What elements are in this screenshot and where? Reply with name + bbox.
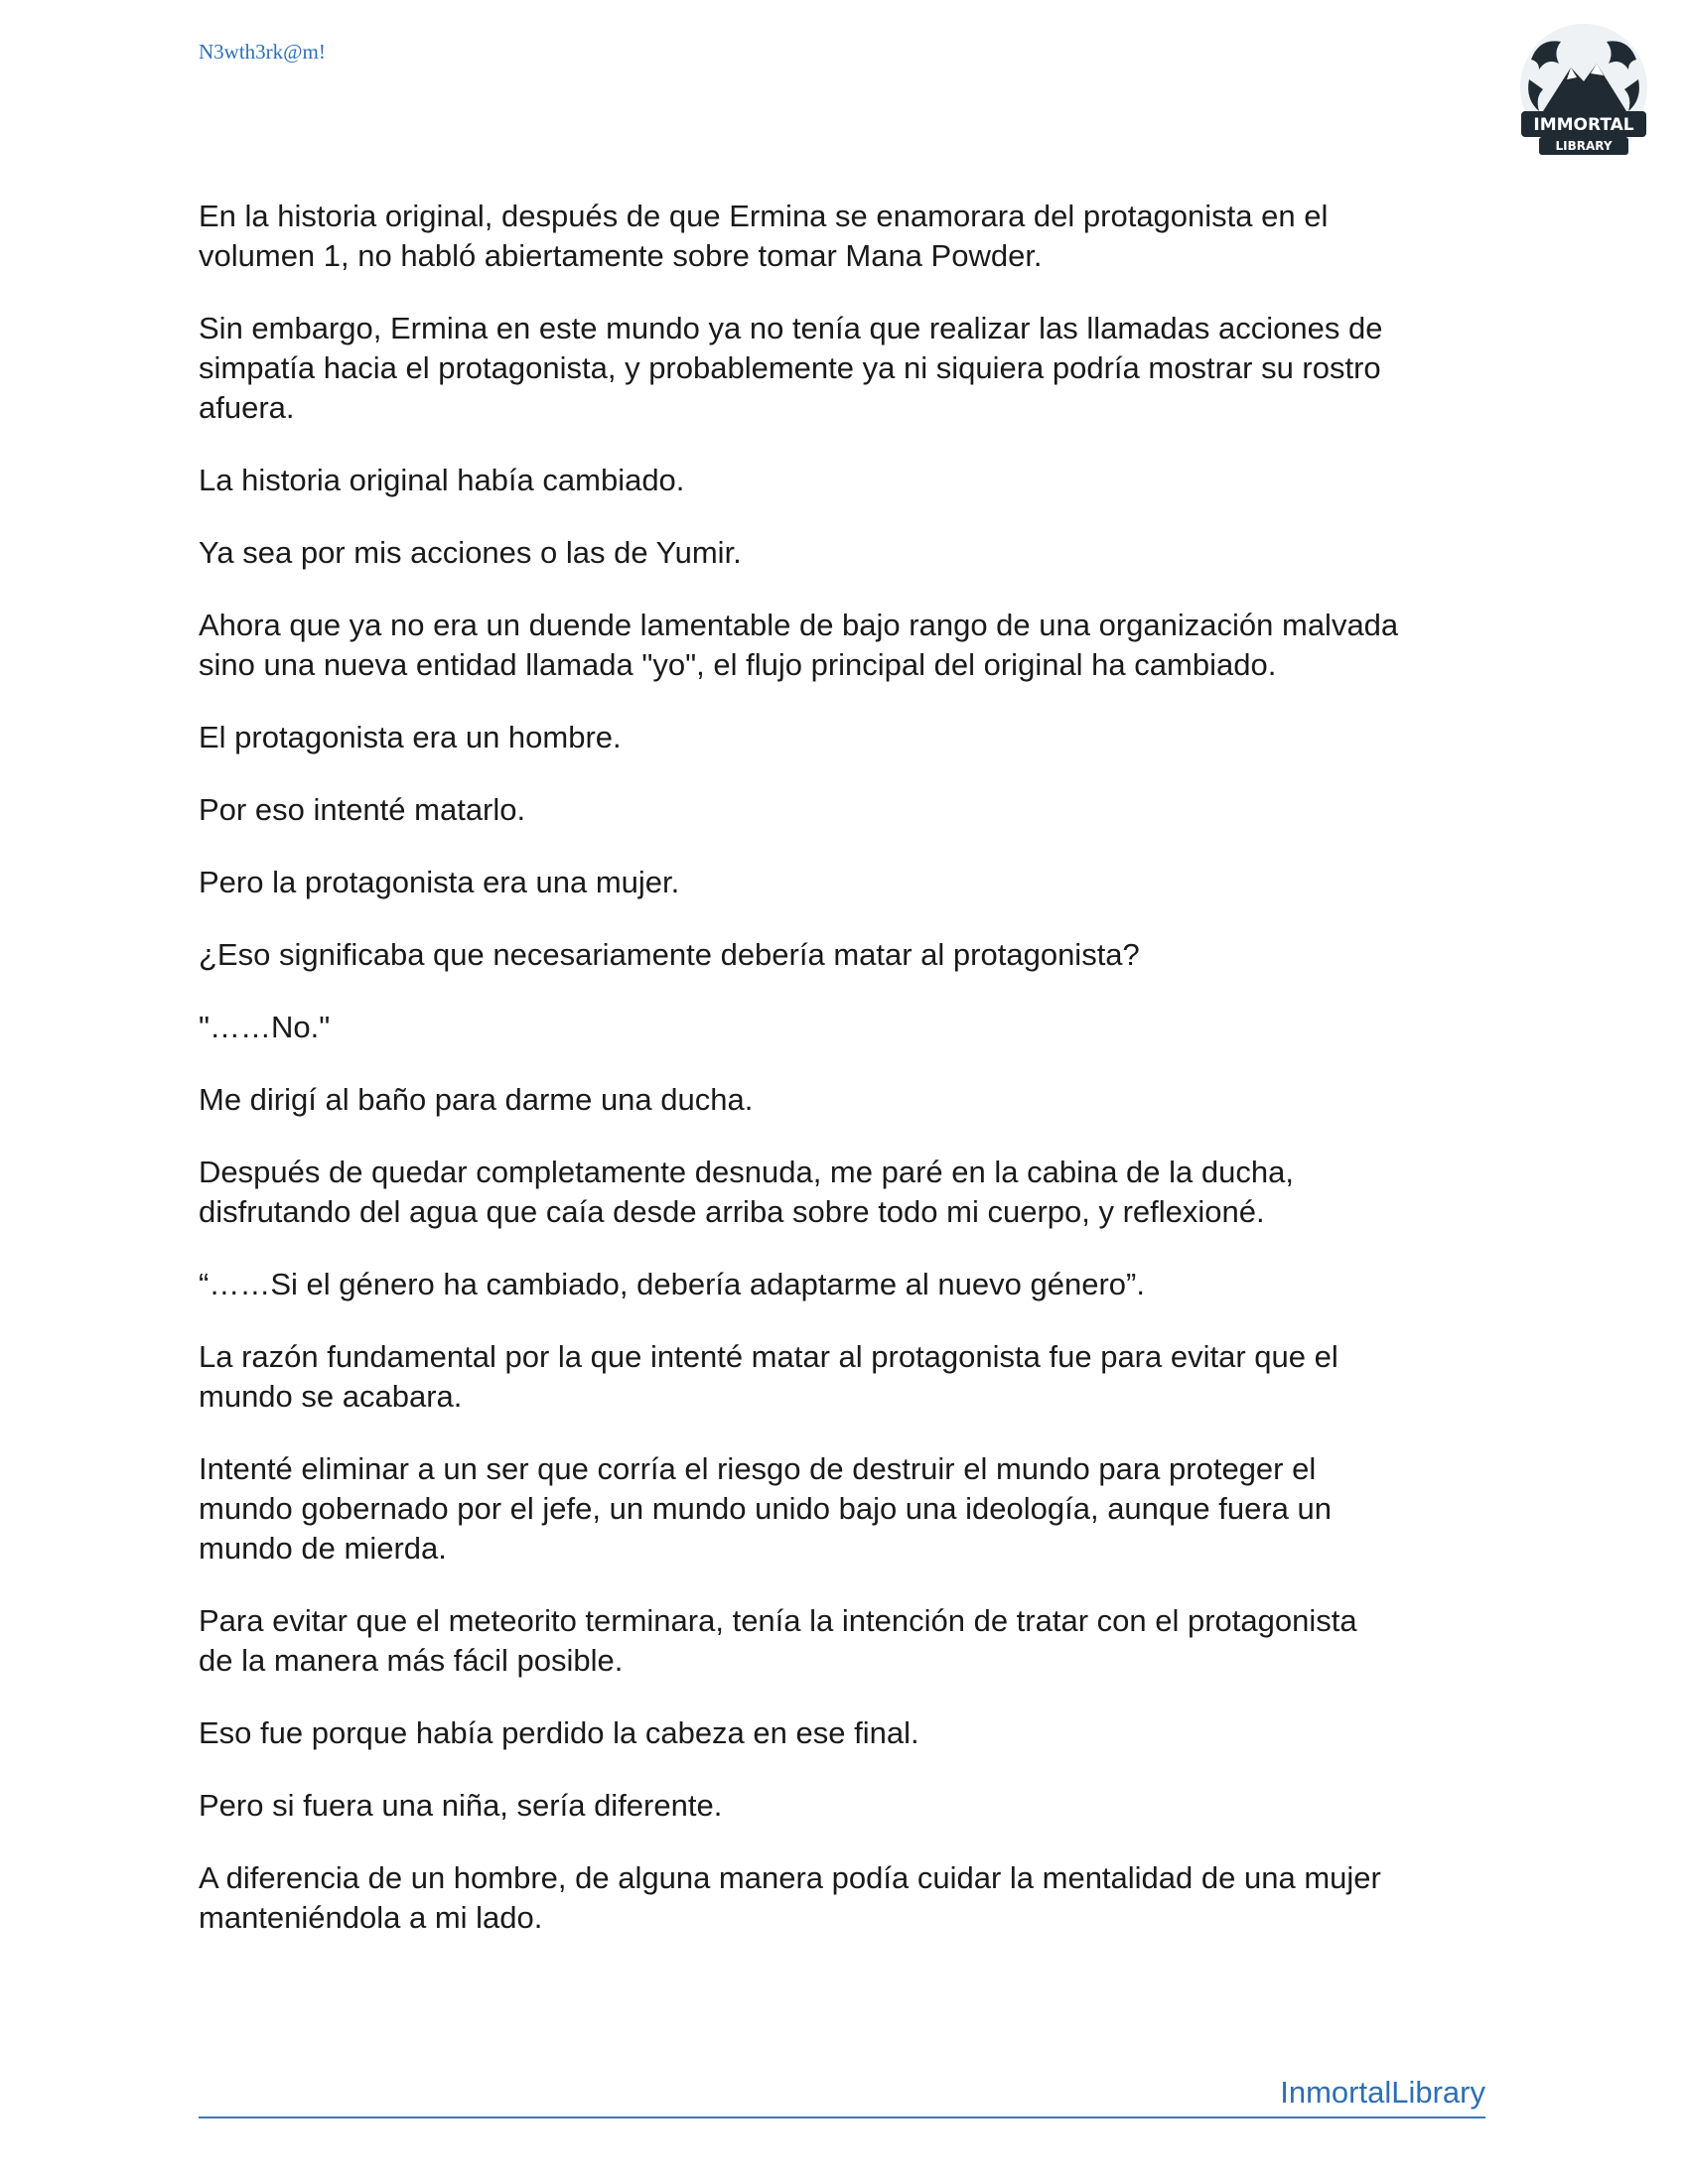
logo-line1: IMMORTAL — [1533, 115, 1634, 135]
paragraph: La historia original había cambiado. — [199, 463, 685, 497]
paragraph: “……Si el género ha cambiado, debería adaptarme al nuevo género”. — [199, 1267, 1145, 1301]
paragraph: En la historia original, después de que Ermina se enamorara del protagonista en el volumen 1, no habló abiertamente sobre tomar Mana Powder. — [199, 199, 1329, 273]
paragraph: El protagonista era un hombre. — [199, 720, 622, 754]
footer-rule — [199, 2075, 1485, 2118]
paragraph: Ahora que ya no era un duende lamentable de bajo rango de una organización malvada sino una nueva entidad llamada "yo", el flujo principal del original ha cambiado. — [199, 608, 1399, 682]
paragraph: Ya sea por mis acciones o las de Yumir. — [199, 535, 742, 570]
paragraph: Intenté eliminar a un ser que corría el riesgo de destruir el mundo para proteger el mundo gobernado por el jefe, un mundo unido bajo una ideología, aunque fuera un mundo de mierda. — [199, 1451, 1333, 1566]
paragraph: Por eso intenté matarlo. — [199, 792, 526, 827]
paragraph: Pero la protagonista era una mujer. — [199, 865, 680, 899]
paragraph: Me dirigí al baño para darme una ducha. — [199, 1082, 754, 1117]
chapter-text — [199, 197, 1499, 1971]
paragraph: Pero si fuera una niña, sería diferente. — [199, 1788, 723, 1823]
logo-line2: LIBRARY — [1555, 139, 1613, 153]
paragraph: La razón fundamental por la que intenté matar al protagonista fue para evitar que el mundo se acabara. — [199, 1339, 1338, 1414]
paragraph: A diferencia de un hombre, de alguna manera podía cuidar la mentalidad de una mujer manteniéndola a mi lado. — [199, 1860, 1381, 1935]
paragraph: Para evitar que el meteorito terminara, tenía la intención de tratar con el protagonista de la manera más fácil posible. — [199, 1603, 1357, 1678]
header-tag: N3wth3rk@m! — [199, 40, 326, 64]
immortal-library-logo — [1509, 20, 1658, 169]
paragraph: "……No." — [199, 1010, 331, 1044]
dragon-mountain-emblem-icon — [1509, 20, 1658, 169]
paragraph: Sin embargo, Ermina en este mundo ya no tenía que realizar las llamadas acciones de simpatía hacia el protagonista, y probablemente ya ni siquiera podría mostrar su rostro afuera. — [199, 311, 1383, 425]
footer-link[interactable]: InmortalLibrary — [1280, 2075, 1485, 2110]
paragraph: ¿Eso significaba que necesariamente debería matar al protagonista? — [199, 937, 1140, 972]
paragraph: Eso fue porque había perdido la cabeza en ese final. — [199, 1715, 919, 1750]
paragraph: Después de quedar completamente desnuda, me paré en la cabina de la ducha, disfrutando del agua que caía desde arriba sobre todo mi cuerpo, y reflexioné. — [199, 1155, 1294, 1229]
